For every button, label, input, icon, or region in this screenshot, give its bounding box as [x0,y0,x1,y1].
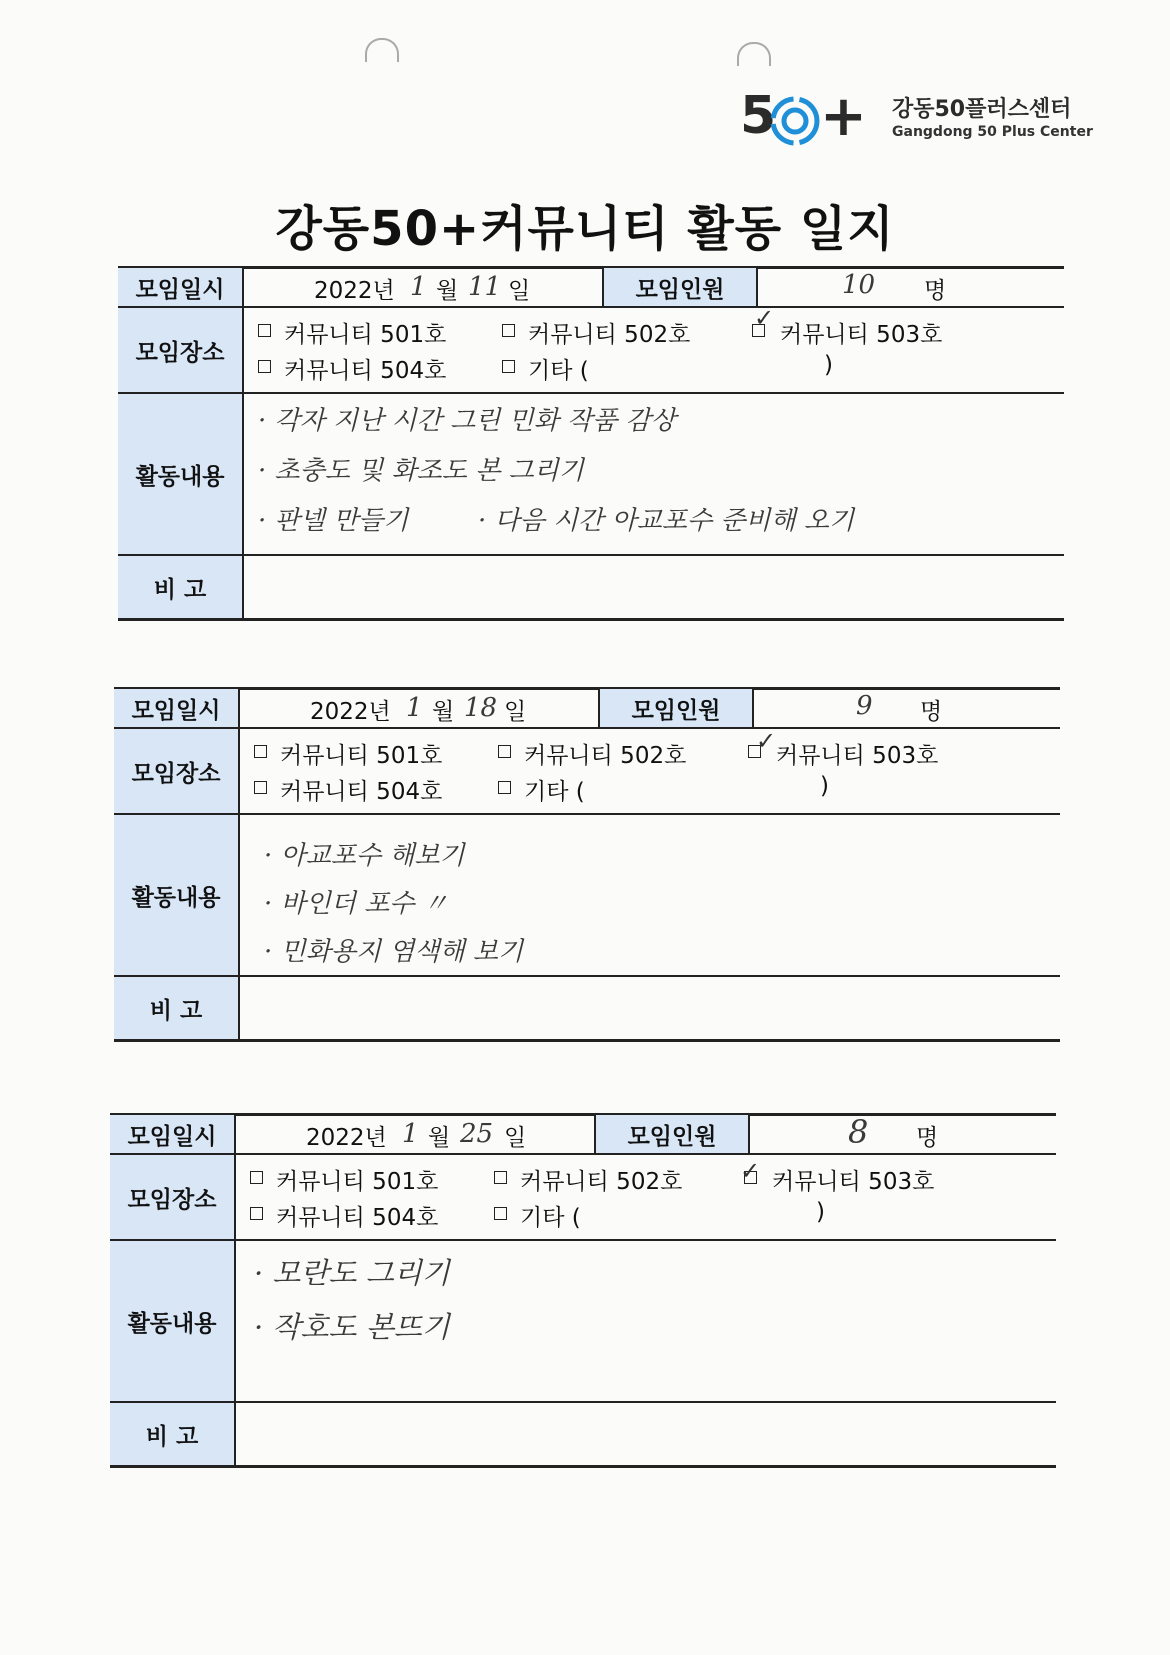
date-label: 모임일시 [110,1115,234,1153]
place-checkbox-504[interactable] [258,360,271,373]
day-text: 일 [508,278,531,304]
place-option-501: 커뮤니티 501호 [276,1169,439,1195]
place-checkbox-502[interactable] [494,1171,507,1184]
year-text: 2022년 [314,278,395,304]
place-label: 모임장소 [110,1155,234,1239]
place-option-502: 커뮤니티 502호 [520,1169,683,1195]
place-option-other: 기타 ( [528,358,589,384]
place-option-504: 커뮤니티 504호 [276,1205,439,1231]
place-option-503: 커뮤니티 503호 [776,743,939,769]
day-value: 18 [464,693,498,723]
activity-line: · 각자 지난 시간 그린 민화 작품 감상 [258,406,676,436]
center-logo [740,82,1093,152]
day-text: 일 [504,699,527,725]
place-label: 모임장소 [114,729,238,813]
place-option-other: 기타 ( [524,779,585,805]
members-value: 8 [848,1113,869,1151]
month-value: 1 [402,1119,419,1149]
binder-hole-left [365,38,399,62]
activity-log-1 [118,266,1070,642]
place-checkbox-other[interactable] [494,1207,507,1220]
place-checkbox-504[interactable] [250,1207,263,1220]
place-option-502: 커뮤니티 502호 [524,743,687,769]
day-value: 25 [460,1119,494,1149]
place-checkbox-other[interactable] [498,781,511,794]
day-value: 11 [468,272,502,302]
activity-line: · 민화용지 염색해 보기 [264,937,524,967]
place-option-other-close: ) [824,352,833,378]
place-checkbox-504[interactable] [254,781,267,794]
activity-log-3 [110,1113,1062,1489]
place-label: 모임장소 [118,308,242,392]
activity-line: · 다음 시간 아교포수 준비해 오기 [478,506,855,536]
remarks-label: 비 고 [118,556,242,618]
place-option-other: 기타 ( [520,1205,581,1231]
month-text: 월 [432,699,455,725]
place-option-501: 커뮤니티 501호 [280,743,443,769]
place-checkbox-501[interactable] [258,324,271,337]
place-option-other-close: ) [816,1199,825,1225]
people-unit-text: 명 [916,1125,939,1151]
document-title: 강동50+커뮤니티 활동 일지 [275,201,895,257]
place-checkbox-501[interactable] [250,1171,263,1184]
activity-line: · 초충도 및 화조도 본 그리기 [258,456,584,486]
place-checkbox-other[interactable] [502,360,515,373]
members-label: 모임인원 [596,1115,748,1153]
checkmark-icon: ✓ [754,304,775,332]
members-label: 모임인원 [604,268,756,306]
year-text: 2022년 [310,699,391,725]
checkmark-icon: ✓ [740,1157,761,1185]
members-value: 9 [856,691,873,721]
place-option-503: 커뮤니티 503호 [772,1169,935,1195]
place-option-502: 커뮤니티 502호 [528,322,691,348]
activity-label: 활동내용 [110,1241,234,1401]
activity-line: · 작호도 본뜨기 [254,1310,450,1344]
month-text: 월 [428,1125,451,1151]
activity-label: 활동내용 [114,815,238,975]
place-option-504: 커뮤니티 504호 [284,358,447,384]
people-unit-text: 명 [924,278,947,304]
logo-ring-icon [768,94,822,148]
place-option-other-close: ) [820,773,829,799]
remarks-label: 비 고 [114,977,238,1039]
members-value: 10 [842,270,876,300]
checkmark-icon: ✓ [756,727,777,755]
members-label: 모임인원 [600,689,752,727]
month-value: 1 [406,693,423,723]
activity-label: 활동내용 [118,394,242,554]
logo-number: 5 [740,86,775,146]
activity-log-2 [114,687,1066,1063]
center-name-korean: 강동50플러스센터 [892,97,1072,122]
activity-line: · 판넬 만들기 [258,506,409,536]
activity-line: · 바인더 포수 〃 [264,889,449,919]
date-label: 모임일시 [114,689,238,727]
remarks-label: 비 고 [110,1403,234,1465]
center-name-english: Gangdong 50 Plus Center [892,124,1093,140]
people-unit-text: 명 [920,699,943,725]
activity-line: · 모란도 그리기 [254,1256,450,1290]
day-text: 일 [504,1125,527,1151]
year-text: 2022년 [306,1125,387,1151]
place-option-503: 커뮤니티 503호 [780,322,943,348]
activity-line: · 아교포수 해보기 [264,841,465,871]
place-option-504: 커뮤니티 504호 [280,779,443,805]
place-checkbox-501[interactable] [254,745,267,758]
place-checkbox-502[interactable] [498,745,511,758]
logo-plus: + [820,84,867,149]
binder-hole-right [737,42,771,66]
place-checkbox-502[interactable] [502,324,515,337]
month-text: 월 [436,278,459,304]
month-value: 1 [410,272,427,302]
place-option-501: 커뮤니티 501호 [284,322,447,348]
date-label: 모임일시 [118,268,242,306]
